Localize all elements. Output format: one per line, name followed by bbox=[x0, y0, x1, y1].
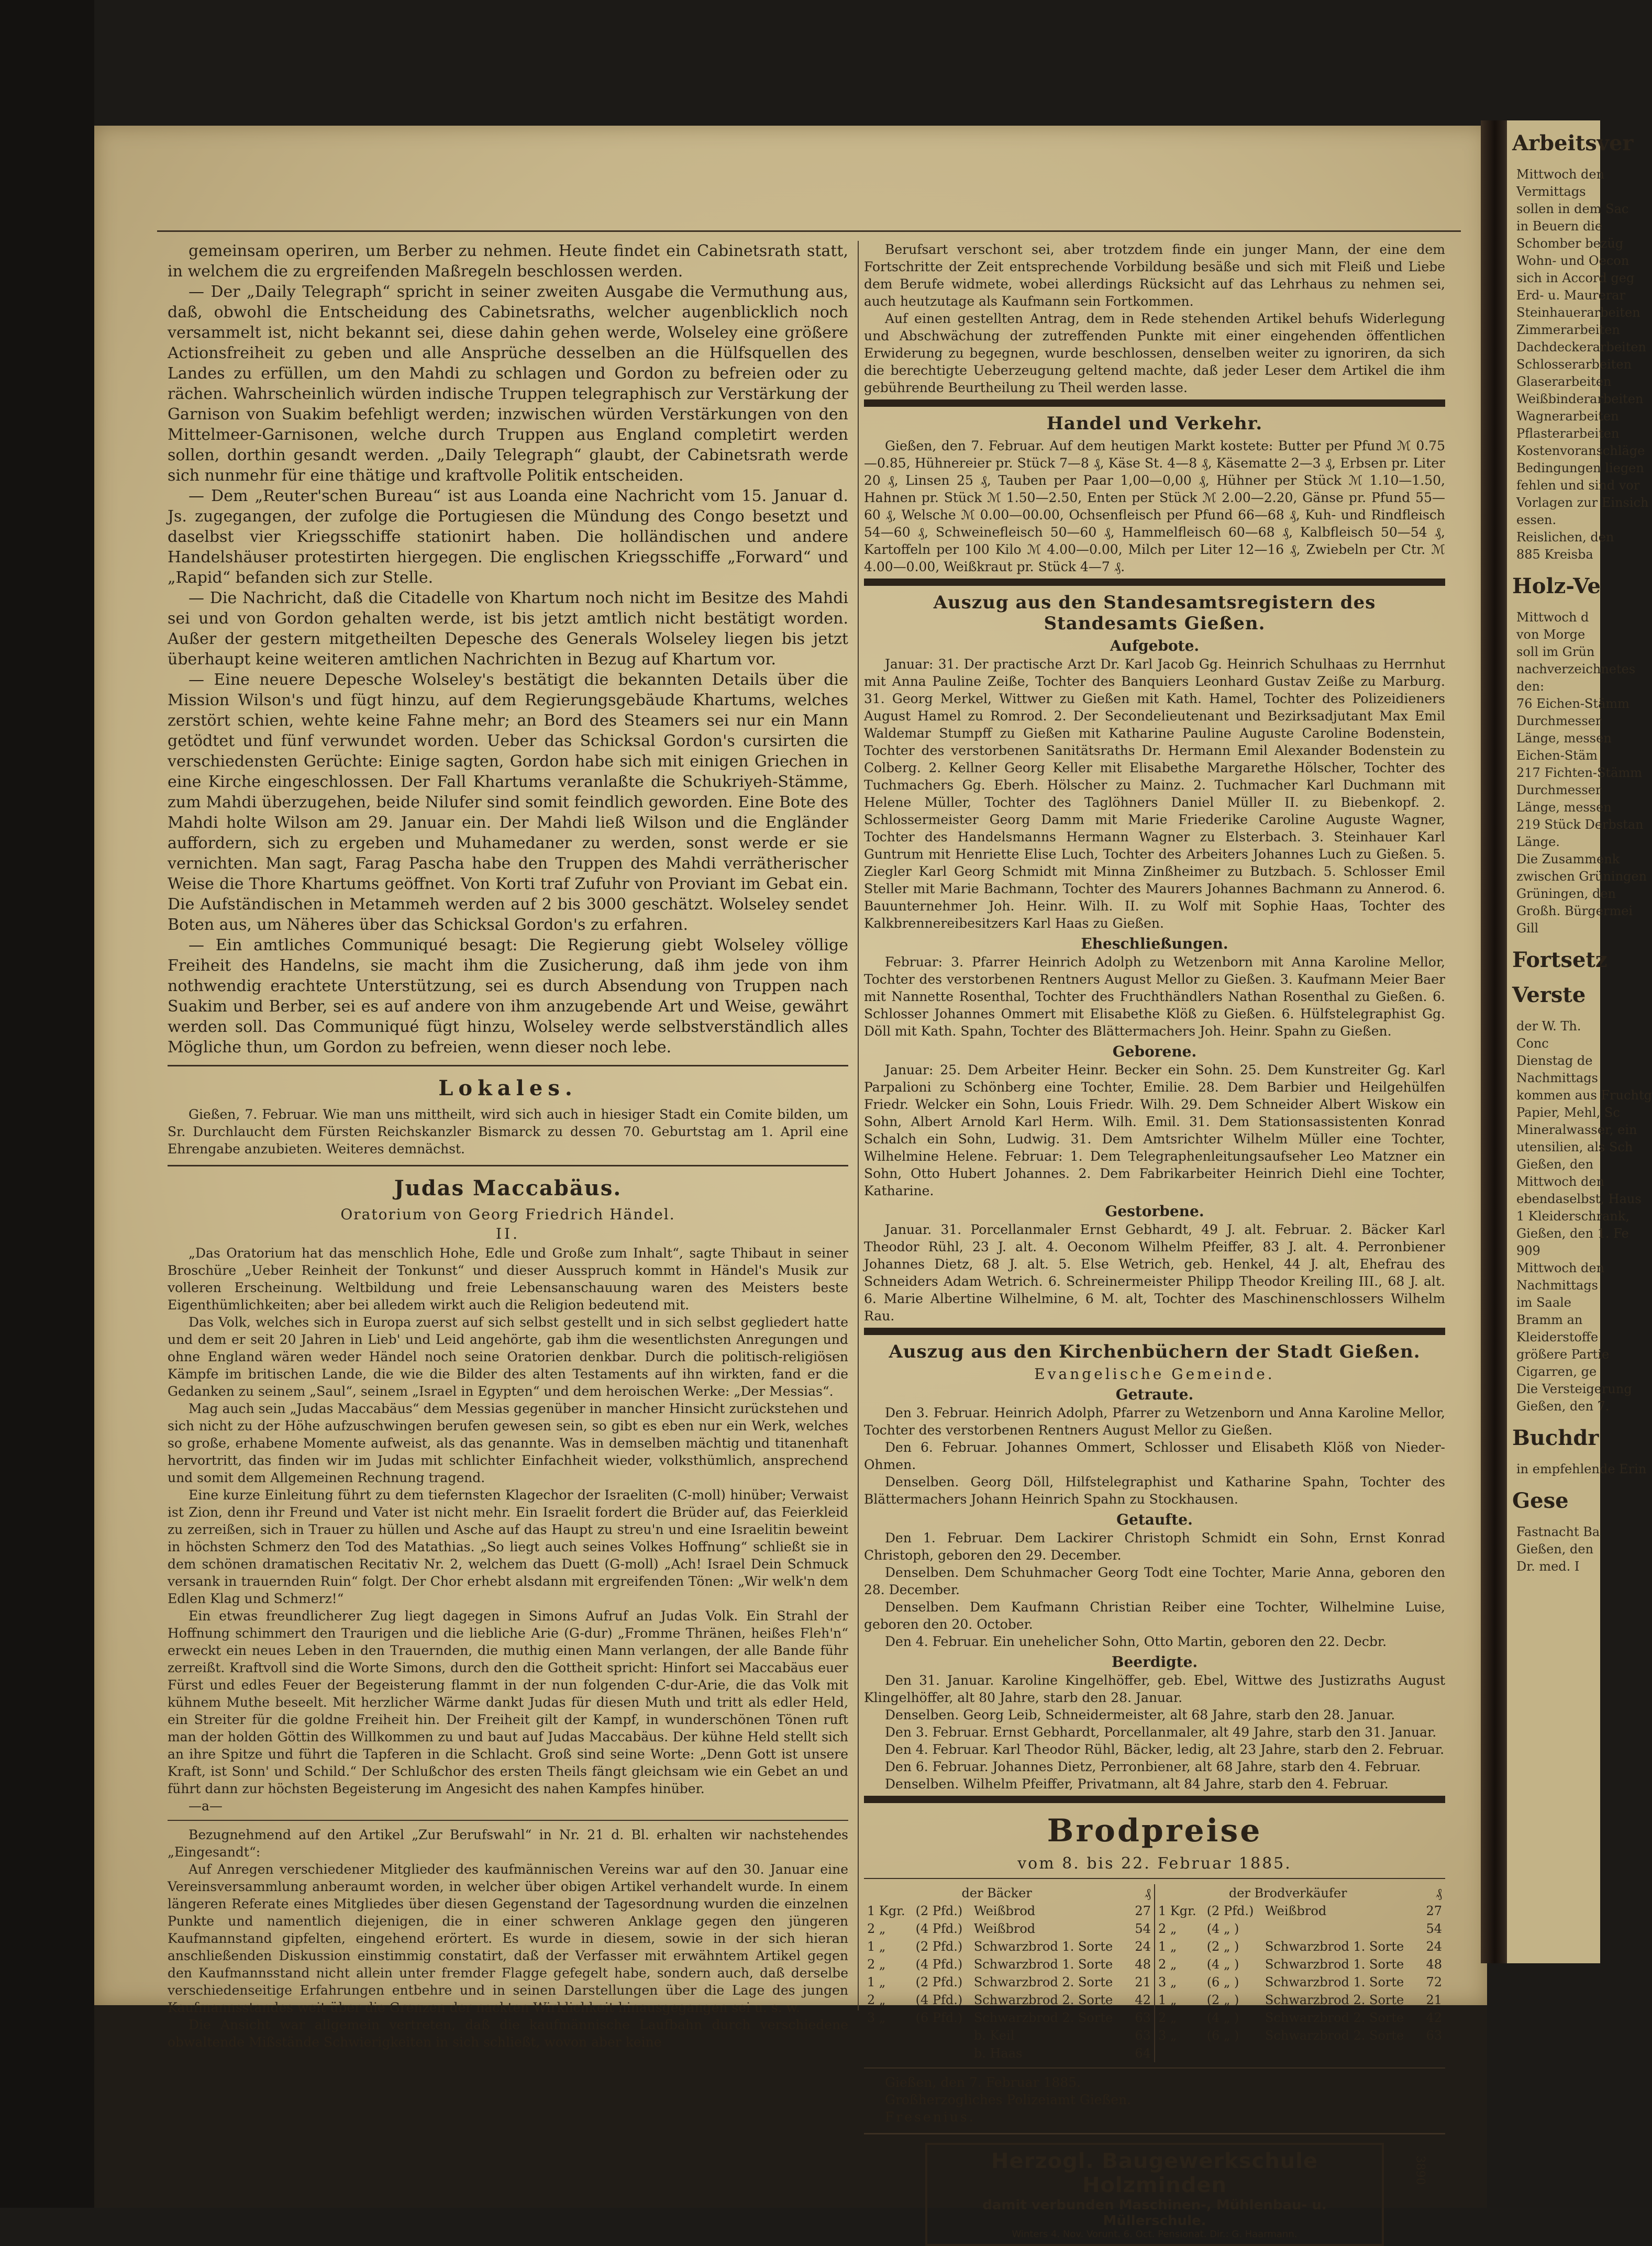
price-cell-right: (4 „ ) bbox=[1206, 1957, 1239, 1972]
adjacent-page-fragment: Pflasterarbeiten bbox=[1516, 426, 1620, 441]
adjacent-page-fragment: von Morge bbox=[1516, 627, 1586, 642]
price-cell-left: (2 Pfd.) bbox=[915, 1904, 963, 1918]
adjacent-page-fragment: Wagnerarbeiten bbox=[1516, 409, 1619, 424]
kirchen-entry: Denselben. Dem Schuhmacher Georg Todt eine Tochter, Marie Anna, geboren den 28. December. bbox=[864, 1565, 1445, 1597]
adjacent-page-fragment: Zimmerarbeiten bbox=[1516, 323, 1620, 337]
adjacent-page-fragment: Schlosserarbeiten bbox=[1516, 357, 1632, 372]
adjacent-page-fragment: Schomber bezüg bbox=[1516, 236, 1624, 251]
adjacent-page-fragment: Länge, messen bbox=[1516, 731, 1612, 746]
judas-paragraph: „Das Oratorium hat das menschlich Hohe, Edle und Große zum Inhalt“, sagte Thibaut in seiner Broschüre „Ueber Reinheit der Tonkunst“ und dieser Ausspruch kommt in Händel's Musik zur volleren Erscheinung. Weltbildung und freie Lebensanschauung waren des Meisters beste Eigenthümlichkeiten; aber bei alledem wirkt auch die Religion bedeutend mit. bbox=[168, 1246, 848, 1313]
news-paragraph: — Eine neuere Depesche Wolseley's bestätigt die bekannten Details über die Mission Wilson's und fügt hinzu, auf dem Regierungsgebäude Khartums, welches zerstört schien, wehte keine Fahne mehr; an Bord des Steamers sei nur ein Mann getödtet und fünf verwundet worden. Ueber das Schicksal Gordon's cursirten die verschiedensten Gerüchte: Einige sagten, Gordon habe sich mit einigen Griechen in eine Kirche eingeschlossen. Der Fall Khartums veranlaßte die Schukriyeh-Stämme, zum Mahdi überzugehen, beide Nilufer sind somit feindlich geworden. Eine Bote des Mahdi holte Wilson am 29. Januar ein. Der Mahdi ließ Wilson und die Engländer auffordern, sich zu ergeben und Muhamedaner zu werden, sonst werde er sie vernichten. Man sagt, Farag Pascha habe den Truppen des Mahdi verrätherischer Weise die Thore Khartums geöffnet. Von Korti traf Zufuhr von Proviant im Gebat ein. Die Aufständischen in Metammeh werden auf 2 bis 3000 geschätzt. Wolseley sendet Boten aus, um Näheres über das Schicksal Gordon's zu erfahren. bbox=[168, 671, 848, 934]
adjacent-page-fragment: Kleiderstoffe bbox=[1516, 1330, 1599, 1344]
price-cell-right: Schwarzbrod 1. Sorte bbox=[1265, 1939, 1404, 1954]
adjacent-page-fragment: ebendaselbst, Haus bbox=[1516, 1192, 1642, 1206]
price-cell-left: 3 „ bbox=[867, 2010, 886, 2025]
adjacent-page-fragment: 217 Fichten-Stämm bbox=[1516, 765, 1642, 780]
price-cell-right: 2 „ bbox=[1155, 1920, 1204, 1938]
kirchen-subtitle: Evangelische Gemeinde. bbox=[1034, 1365, 1275, 1383]
price-cell-left bbox=[913, 2027, 971, 2044]
kirchen-entry: Den 6. Februar. Johannes Ommert, Schlosser und Elisabeth Klöß von Nieder-Ohmen. bbox=[864, 1440, 1445, 1472]
price-cell-right bbox=[1204, 2044, 1262, 2062]
header-rule bbox=[157, 230, 1461, 232]
price-cell-right: 3 „ bbox=[1155, 1973, 1204, 1991]
price-cell-right: (6 „ ) bbox=[1206, 1975, 1239, 1989]
adjacent-page-fragment: Dr. med. I bbox=[1516, 1559, 1580, 1574]
standesamt-section-heading: Eheschließungen. bbox=[1081, 935, 1228, 952]
kirchen-entry: Denselben. Georg Leib, Schneidermeister, alt 68 Jahre, starb den 28. Januar. bbox=[885, 1707, 1395, 1722]
section-bar bbox=[864, 579, 1445, 586]
adjacent-page-fragment: Länge. bbox=[1516, 835, 1560, 849]
kirchen-entry: Den 4. Februar. Ein unehelicher Sohn, Otto Martin, geboren den 22. Decbr. bbox=[885, 1634, 1387, 1649]
berufswahl-paragraphs bbox=[168, 1861, 848, 2051]
column-rule bbox=[858, 241, 859, 2010]
price-cell-left: 21 bbox=[1135, 1975, 1151, 1989]
news-paragraph: — Ein amtliches Communiqué besagt: Die Regierung giebt Wolseley völlige Freiheit des Handelns, sie macht ihm die Zusicherung, daß ihm jede von ihm nothwendig erachtete Unterstützung, sei es durch Absendung von Truppen nach Suakim und Berber, sei es auf andere von ihm anzugebende Art und Weise, gewährt werden soll. Das Communiqué fügt hinzu, Wolseley werde selbstverständlich alles Mögliche thun, um Gordon zu befreien, wenn dieser noch lebe. bbox=[168, 936, 848, 1057]
unit-header-left: ₰ bbox=[1144, 1886, 1151, 1900]
adjacent-page-fragment: essen. bbox=[1516, 513, 1557, 527]
adjacent-page-fragment: nachverzeichnetes bbox=[1516, 662, 1636, 676]
price-cell-left: Weißbrod bbox=[973, 1921, 1036, 1936]
section-bar bbox=[864, 1328, 1445, 1335]
price-cell-left: Weißbrod bbox=[973, 1904, 1036, 1918]
adjacent-page-fragment: 76 Eichen-Stämm bbox=[1516, 696, 1629, 711]
judas-part: II. bbox=[495, 1225, 520, 1242]
adjacent-page-fragment: Gießen, den bbox=[1516, 1157, 1594, 1172]
price-cell-right: 1 „ bbox=[1155, 1938, 1204, 1955]
price-cell-left: b. Haas bbox=[973, 2046, 1023, 2061]
price-cell-right: 72 bbox=[1426, 1975, 1442, 1989]
continuation-paragraph: Auf einen gestellten Antrag, dem in Rede stehenden Artikel behufs Widerlegung und Abschwächung der zutreffenden Punkte mit einer eingehenden öffentlichen Erwiderung zu begegnen, wurde beschlossen, denselben weiter zu ignoriren, da sich die berechtigte Ueberzeugung geltend machte, daß jeder Leser dem Artikel die ihm gebührende Beurtheilung zu Theil werden lasse. bbox=[864, 311, 1445, 395]
news-paragraph: gemeinsam operiren, um Berber zu nehmen. Heute findet ein Cabinetsrath statt, in welchem die zu ergreifenden Maßregeln beschlossen werden. bbox=[168, 242, 848, 281]
adjacent-page-fragment: Durchmesser bbox=[1516, 714, 1602, 728]
standesamt-section-heading: Gestorbene. bbox=[1105, 1203, 1204, 1220]
adjacent-page-fragment: in empfehlende Erin bbox=[1516, 1462, 1647, 1476]
section-rule bbox=[864, 2133, 1445, 2134]
news-paragraphs bbox=[168, 241, 848, 1058]
kirchen-entry: Den 3. Februar. Ernst Gebhardt, Porcellanmaler, alt 49 Jahre, starb den 31. Januar. bbox=[885, 1725, 1437, 1740]
adjacent-page-fragment: Arbeitsver bbox=[1512, 131, 1634, 155]
adjacent-page-fragment: Eichen-Stäm bbox=[1516, 748, 1598, 763]
adjacent-page-fragment: Fastnacht Ba bbox=[1516, 1525, 1600, 1539]
price-cell-right: (4 „ ) bbox=[1206, 1921, 1239, 1936]
price-cell-left bbox=[864, 2027, 913, 2044]
adjacent-page-fragment: Wohn- und Oecon bbox=[1516, 253, 1629, 268]
adjacent-page-fragment: Papier, Mehl, Sc bbox=[1516, 1105, 1620, 1120]
price-cell-left: (2 Pfd.) bbox=[915, 1939, 963, 1954]
price-cell-right bbox=[1262, 1920, 1421, 1938]
standesamt-section-text: Januar: 31. Der practische Arzt Dr. Karl Jacob Gg. Heinrich Schulhaas zu Herrnhut mit Anna Pauline Zeiße, Tochter des Banquiers Leonhard Gustav Zeiße zu Marburg. 31. Georg Merkel, Wittwer zu Gießen mit Kath. Hamel, Tochter des Polizeidieners August Hamel zu Romrod. 2. Der Secondelieutenant und Bezirksadjutant Max Emil Waldemar Stumpff zu Gießen mit Katharine Pauline Auguste Caroline Bodenstein, Tochter des verstorbenen Sanitätsraths Dr. Hermann Emil Alexander Bodenstein zu Colberg. 2. Kellner Georg Keller mit Elisabethe Margarethe Hölscher, Tochter des Tuchmachers Gg. Eberh. Hölscher zu Mainz. 2. Tuchmacher Karl Duchmann mit Helene Müller, Tochter des Taglöhners Daniel Müller II. zu Biebenkopf. 2. Schlossermeister Georg Damm mit Marie Friederike Caroline Auguste Wagner, Tochter des Handelsmanns Hermann Wagner zu Elsterbach. 3. Steinhauer Karl Guntrum mit Henriette Elise Luch, Tochter des Arbeiters Johannes Luch zu Gießen. 5. Ziegler Karl Georg Schmidt mit Minna Zinßheimer zu Butzbach. 5. Schlosser Emil Steller mit Marie Bachmann, Tochter des Maurers Johannes Bachmann zu Annerod. 6. Bauunternehmer Joh. Heinr. Wilh. II. zu Wolf mit Sophie Haas, Tochter des Kalkbrennereibesitzers Karl Haas zu Gießen. bbox=[864, 657, 1445, 931]
kirchen-entry: Denselben. Wilhelm Pfeiffer, Privatmann, alt 84 Jahre, starb den 4. Februar. bbox=[885, 1776, 1389, 1792]
adjacent-page-fragment: Bedingungen liegen bbox=[1516, 461, 1644, 475]
adjacent-page bbox=[1507, 120, 1652, 1963]
adjacent-page-fragment: Holz-Ve bbox=[1512, 574, 1601, 598]
adjacent-page-fragment: Gießen, den 1. Fe bbox=[1516, 1226, 1629, 1241]
adjacent-page-fragment: Bramm an bbox=[1516, 1313, 1583, 1327]
price-cell-left: Schwarzbrod 1. Sorte bbox=[973, 1957, 1113, 1972]
price-cell-right: 48 bbox=[1426, 1957, 1442, 1972]
adjacent-page-fragment: Conc bbox=[1516, 1036, 1549, 1051]
ad-details: Winters 4. Nov. Vorunt. 6. Oct. Pensionat. Dir.: G. Haarmann. bbox=[1012, 2229, 1298, 2240]
adjacent-page-fragment: fehlen und sind vor bbox=[1516, 478, 1640, 493]
price-cell-left: 1 „ bbox=[867, 1939, 886, 1954]
price-cell-left: b. Keil bbox=[973, 2028, 1015, 2043]
adjacent-page-fragment: 909 bbox=[1516, 1243, 1540, 1258]
price-cell-right bbox=[1421, 2044, 1445, 2062]
adjacent-page-fragment: Gese bbox=[1512, 1488, 1569, 1513]
adjacent-page-fragment: Vorlagen zur Einsich bbox=[1516, 495, 1649, 510]
price-cell-right: Schwarzbrod 2. Sorte bbox=[1265, 2010, 1404, 2025]
kirchen-title: Auszug aus den Kirchenbüchern der Stadt Gießen. bbox=[889, 1341, 1421, 1362]
brodpreise-signature: Fresenius. bbox=[885, 2109, 975, 2125]
standesamt-section-heading: Aufgebote. bbox=[1110, 637, 1200, 654]
adjacent-page-fragment: Länge, messen bbox=[1516, 800, 1612, 815]
price-cell-left: 24 bbox=[1135, 1939, 1151, 1954]
handel-text: Gießen, den 7. Februar. Auf dem heutigen Markt kostete: Butter per Pfund ℳ 0.75—0.85, Hühnereier pr. Stück 7—8 ₰, Käse St. 4—8 ₰, Käsematte 2—3 ₰, Erbsen pr. Liter 20 ₰, Linsen 25 ₰, Tauben per Paar 1,00—0,00 ₰, Hühner per Stück ℳ 1.10—1.50, Hahnen pr. Stück ℳ 1.50—2.50, Enten per Stück ℳ 2.00—2.20, Gänse pr. Pfund 55—60 ₰, Welsche ℳ 0.00—00.00, Ochsenfleisch per Pfund 66—68 ₰, Kuh- und Rindfleisch 54—60 ₰, Schweinefleisch 50—60 ₰, Hammelfleisch 60—68 ₰, Kalbfleisch 50—54 ₰, Kartoffeln per 100 Kilo ℳ 4.00—0.00, Milch per Liter 12—16 ₰, Zwiebeln per Ctr. ℳ 4.00—0.00, Weißkraut pr. Stück 4—7 ₰. bbox=[864, 438, 1445, 574]
adjacent-page-fragment: 1 Kleiderschrank, bbox=[1516, 1209, 1630, 1224]
scan-background bbox=[0, 0, 94, 2208]
adjacent-page-fragment: Kostenvoranschläge bbox=[1516, 443, 1645, 458]
adjacent-page-fragment: in Beuern die bbox=[1516, 219, 1603, 234]
price-cell-right bbox=[1155, 2044, 1204, 2062]
price-cell-left: 2 „ bbox=[867, 1993, 886, 2007]
continuation-paragraphs bbox=[864, 241, 1445, 396]
adjacent-page-fragment: Dachdeckerarbeiten bbox=[1516, 340, 1647, 354]
lokales-text: Gießen, 7. Februar. Wie man uns mittheilt, wird sich auch in hiesiger Stadt ein Comite bilden, um Sr. Durchlaucht dem Fürsten Reichskanzler Bismarck zu dessen 70. Geburtstag am 1. April eine Ehrengabe anzubieten. Weiteres demnächst. bbox=[168, 1107, 848, 1157]
adjacent-page-fragment: Gießen, den 7. bbox=[1516, 1399, 1610, 1414]
news-paragraph: — Der „Daily Telegraph“ spricht in seiner zweiten Ausgabe die Vermuthung aus, daß, obwohl die Entscheidung des Cabinetsraths, welcher augenblicklich noch versammelt ist, nicht bekannt sei, diese dahin gehen werde, Wolseley eine größere Actionsfreiheit zu geben und alle Ansprüche desselben an die Hülfsquellen des Landes zu erfüllen, um den Mahdi zu schlagen und Gordon zu befreien oder zu rächen. Wahrscheinlich würden indische Truppen telegraphisch zur Verstärkung der Garnison von Suakim befehligt werden; inzwischen würden Verstärkungen von den Mittelmeer-Garnisonen, welche durch Truppen aus England completirt werden sollen, dorthin gesandt werden. „Daily Telegraph“ glaubt, der Cabinetsrath werde sich nunmehr für eine thätige und kraftvolle Politik entscheiden. bbox=[168, 283, 848, 485]
price-cell-left: 54 bbox=[1135, 1921, 1151, 1936]
adjacent-page-fragment: zwischen Grüningen bbox=[1516, 869, 1647, 884]
price-cell-left: (6 Pfd.) bbox=[915, 2010, 963, 2025]
adjacent-page-fragment: Mittwoch den bbox=[1516, 167, 1605, 182]
adjacent-page-fragment: Gießen, den bbox=[1516, 1542, 1594, 1556]
price-row bbox=[864, 1973, 1445, 1991]
price-cell-right: 63 bbox=[1426, 2028, 1442, 2043]
price-cell-right: 1 „ bbox=[1155, 1991, 1204, 2009]
kirchen-entry: Den 1. Februar. Dem Lackirer Christoph Schmidt ein Sohn, Ernst Konrad Christoph, geboren den 29. December. bbox=[864, 1530, 1445, 1563]
section-bar bbox=[864, 1796, 1445, 1803]
adjacent-page-fragment: Mittwoch den bbox=[1516, 1174, 1605, 1189]
col-header-seller: der Brodverkäufer bbox=[1155, 1884, 1421, 1902]
kirchen-entry: Den 31. Januar. Karoline Kingelhöffer, geb. Ebel, Wittwe des Justizraths August Klingelhöffer, alt 80 Jahre, starb den 28. Januar. bbox=[864, 1673, 1445, 1705]
price-cell-right: 42 bbox=[1426, 2010, 1442, 2025]
standesamt-title: Auszug aus den Standesamtsregistern des Standesamts Gießen. bbox=[933, 592, 1376, 634]
price-cell-left: 42 bbox=[1135, 1993, 1151, 2007]
price-cell-left: Schwarzbrod 2. Sorte bbox=[973, 2010, 1113, 2025]
price-cell-left bbox=[864, 2044, 913, 2062]
price-cell-left: 2 „ bbox=[867, 1921, 886, 1936]
price-cell-left: Schwarzbrod 1. Sorte bbox=[973, 1939, 1113, 1954]
price-cell-left: 63 bbox=[1135, 2010, 1151, 2025]
standesamt-section-heading: Geborene. bbox=[1112, 1043, 1197, 1060]
price-row bbox=[864, 2027, 1445, 2044]
adjacent-page-fragment: Mittwoch d bbox=[1516, 610, 1589, 625]
price-cell-left bbox=[913, 2044, 971, 2062]
table-rule bbox=[864, 2067, 1445, 2069]
lokales-title: Lokales. bbox=[438, 1076, 578, 1100]
judas-subtitle: Oratorium von Georg Friedrich Händel. bbox=[340, 1206, 675, 1223]
adjacent-page-fragment: Gill bbox=[1516, 921, 1539, 936]
price-row bbox=[864, 1991, 1445, 2009]
price-cell-right: (2 Pfd.) bbox=[1206, 1904, 1254, 1918]
adjacent-page-fragment: Nachmittags bbox=[1516, 1278, 1598, 1293]
price-cell-left: 48 bbox=[1135, 1957, 1151, 1972]
judas-paragraph: Das Volk, welches sich in Europa zuerst auf sich selbst gestellt und in sich selbst gegliedert hatte und dem er seit 20 Jahren in Lieb' und Leid angehörte, gab ihm die wesentlichsten Anregungen und ohne England wären weder Händel noch seine Oratorien denkbar. Durch die politisch-religiösen Kämpfe im britischen Lande, die wie die Bilder des alten Testaments auf ihn wirkten, fand er die Gedanken zu seinem „Saul“, seinem „Israel in Egypten“ und dem heroischen Werke: „Der Messias“. bbox=[168, 1315, 848, 1399]
price-cell-right: 1 Kgr. bbox=[1155, 1902, 1204, 1920]
adjacent-page-fragment: Nachmittags bbox=[1516, 1071, 1598, 1085]
school-advertisement bbox=[925, 2143, 1384, 2246]
adjacent-page-fragment: Buchdr bbox=[1512, 1426, 1599, 1450]
section-bar bbox=[864, 399, 1445, 407]
kirchen-entry: Denselben. Georg Döll, Hilfstelegraphist und Katharine Spahn, Tochter des Blättermachers Johann Heinrich Spahn zu Stockhausen. bbox=[864, 1474, 1445, 1507]
ad-number: 3890 bbox=[1413, 2155, 1427, 2185]
ad-title: Herzogl. Baugewerkschule Holzminden bbox=[991, 2149, 1318, 2197]
adjacent-page-fragment: Großh. Bürgermei bbox=[1516, 904, 1633, 918]
col-header-baker: der Bäcker bbox=[961, 1886, 1032, 1900]
adjacent-page-fragment: 885 Kreisba bbox=[1516, 547, 1593, 562]
adjacent-page-fragment: im Saale bbox=[1516, 1295, 1571, 1310]
price-cell-left: 2 „ bbox=[867, 1957, 886, 1972]
price-cell-right bbox=[1262, 2044, 1421, 2062]
price-cell-left: 64 bbox=[1135, 2046, 1151, 2061]
adjacent-page-fragment: Die Zusammenk bbox=[1516, 852, 1620, 866]
adjacent-page-fragment: Dienstag de bbox=[1516, 1053, 1593, 1068]
price-cell-right: (2 „ ) bbox=[1206, 1993, 1239, 2007]
section-rule bbox=[168, 1165, 848, 1166]
brodpreise-title: Brodpreise bbox=[1047, 1813, 1262, 1849]
kirchen-entry: Denselben. Dem Kaufmann Christian Reiber eine Tochter, Wilhelmine Luise, geboren den 20. October. bbox=[864, 1599, 1445, 1632]
adjacent-page-fragment: utensilien, als Sch bbox=[1516, 1140, 1633, 1154]
judas-paragraph: Eine kurze Einleitung führt zu dem tiefernsten Klagechor der Israeliten (C-moll) hinüber; Verwaist ist Zion, denn ihr Freund und Vater ist nicht mehr. Ein Israelit fordert die Brüder auf, das Feierkleid zu zerreißen, sich in Trauer zu hüllen und Asche auf das Haupt zu streu'n und eine Israelitin beweint in höchsten Schmerz den Tod des Matathias. „So liegt auch seines Volkes Hoffnung“ schließt sie in dem schönen dramatischen Recitativ Nr. 2, welchem das Duett (G-moll) „Ach! Israel Dein Schmuck versank in trauernden Ruin“ folgt. Der Chor erhebt alsdann mit ergreifenden Tönen: „Wir welk'n dem Edlen Klag und Schmerz!“ bbox=[168, 1487, 848, 1606]
standesamt-section-text: Januar: 25. Dem Arbeiter Heinr. Becker ein Sohn. 25. Dem Kunstreiter Gg. Karl Parpalioni zu Schönberg eine Tochter, Emilie. 28. Dem Barbier und Heilgehülfen Friedr. Welcker ein Sohn, Louis Friedr. Wilh. 29. Dem Schneider Albert Wiskow ein Sohn, Albert Arnold Karl Herm. Wilh. Emil. 31. Dem Stationsassistenten Konrad Schalch ein Sohn, Ludwig. 31. Dem Amtsrichter Wilhelm Müller eine Tochter, Wilhelmine Helene. Februar: 1. Dem Telegraphenleitungsaufseher Leo Matzner ein Sohn, Otto Hubert Johannes. 2. Dem Fabrikarbeiter Heinrich Diehl eine Tochter, Katharine. bbox=[864, 1062, 1445, 1198]
price-cell-right: 21 bbox=[1426, 1993, 1442, 2007]
adjacent-page-fragment: Reislichen, den bbox=[1516, 530, 1614, 544]
price-cell-right: 54 bbox=[1426, 1921, 1442, 1936]
kirchen-entry: Den 6. Februar. Johannes Dietz, Perronbiener, alt 68 Jahre, starb den 4. Februar. bbox=[885, 1759, 1421, 1774]
price-cell-left: (4 Pfd.) bbox=[915, 1921, 963, 1936]
adjacent-page-fragment: 219 Stück Derbstan bbox=[1516, 817, 1644, 832]
standesamt-sections bbox=[864, 637, 1445, 1325]
price-cell-right: 2 „ bbox=[1155, 2009, 1204, 2027]
price-cell-right: 27 bbox=[1426, 1904, 1442, 1918]
adjacent-page-fragment: größere Partie bbox=[1516, 1347, 1610, 1362]
berufswahl-paragraph: Auf Anregen verschiedener Mitglieder des kaufmännischen Vereins war auf den 30. Januar eine Vereinsversammlung anberaumt worden, in welcher über obigen Artikel verhandelt wurde. In einem längeren Referate eines Mitgliedes über diesen Gegenstand der Tagesordnung wurden die einzelnen Punkte und namentlich diejenigen, die in einer schweren Anklage gegen den jüngeren Kaufmannstand gipfelten, eingehend erörtert. Es wurde in diesem, sowie in der sich hieran anschließenden Diskussion einstimmig constatirt, daß der Verfasser mit erwähntem Artikel gegen den Kaufmannsstand nicht allein unter fremder Flagge gefegelt habe, sondern auch, daß derselbe verschiedenseitige Erfahrungen entbehre und in seinen Darstellungen über die Lage des jungen Kaufmannsstandes weit über die Grenzen der nackten Wirklichkeit hinausgegangen sei u. s. w. bbox=[168, 1862, 848, 2015]
price-cell-left: (4 Pfd.) bbox=[915, 1957, 963, 1972]
price-cell-left: 1 Kgr. bbox=[867, 1904, 905, 1918]
brodpreise-place-date: Gießen, den 7. Februar 1885. bbox=[885, 2075, 1081, 2090]
price-cell-right: (6 „ ) bbox=[1206, 2028, 1239, 2043]
ad-subtitle: damit verbunden Maschinen-, Mühlenbau- u. Müllerschule. bbox=[982, 2197, 1327, 2229]
adjacent-page-fragment: Cigarren, ge bbox=[1516, 1364, 1597, 1379]
bread-price-table bbox=[864, 1884, 1445, 2062]
adjacent-page-fragment: Verste bbox=[1512, 983, 1586, 1007]
brodpreise-authority: Großherzogliches Polizeiamt Gießen. bbox=[885, 2092, 1132, 2107]
adjacent-page-fragment: sich in Accord geg bbox=[1516, 271, 1635, 285]
adjacent-page-fragment: Glaserarbeiten bbox=[1516, 374, 1612, 389]
kirchen-section-heading: Getaufte. bbox=[1116, 1511, 1193, 1528]
kirchen-section-heading: Getraute. bbox=[1115, 1386, 1194, 1403]
standesamt-section-text: Januar. 31. Porcellanmaler Ernst Gebhardt, 49 J. alt. Februar. 2. Bäcker Karl Theodor Rühl, 23 J. alt. 4. Oeconom Wilhelm Pfeiffer, 83 J. alt. 4. Perronbiener Johannes Dietz, 68 J. alt. 5. Else Wetrich, geb. Henkel, 44 J. alt, Ehefrau des Schneiders Adam Wetrich. 6. Schreinermeister Philipp Theodor Kreiling III., 68 J. alt. 6. Marie Albertine Wilhelmine, 6 M. alt, Tochter des Maschinenschlossers Wilhelm Rau. bbox=[864, 1222, 1445, 1324]
adjacent-page-fragment: soll im Grün bbox=[1516, 644, 1595, 659]
berufswahl-paragraph: Die Ansicht war allgemein vertreten, daß die kaufmännische Laufbahn durch verschiedene obwaltende Mißstände Schwierigkeiten in sich schließt, wovon aber keine bbox=[168, 2017, 848, 2050]
price-cell-left: Schwarzbrod 2. Sorte bbox=[973, 1975, 1113, 1989]
judas-paragraph: Ein etwas freundlicherer Zug liegt dagegen in Simons Aufruf an Judas Volk. Ein Strahl der Hoffnung schimmert den Traurigen und die liebliche Arie (G-dur) „Fromme Thränen, heißes Fleh'n“ erweckt ein neues Leben in den Trauernden, die muthig einen Mann verlangen, der alle Bande führ zerreißt. Kraftvoll sind die Worte Simons, durch den die Gottheit spricht: Hinfort sei Maccabäus euer Fürst und edles Feuer der Begeisterung flammt in der nun folgenden C-dur-Arie, die das Volk mit kühnem Muthe beseelt. Mit herzlicher Wärme dankt Judas für diesen Muth und tritt als edler Held, ein Streiter für die goldne Freiheit hin. Der Freiheit gilt der Kampf, in wunderschönen Tönen ruft man der holden Göttin des Willkommen zu und baut auf Judas Maccabäus. Der kühne Held stellt sich an ihre Spitze und führt die Tapferen in die Schlacht. Groß sind seine Worte: „Denn Gott ist unsere Kraft, ist Sonn' und Schild.“ Der Schlußchor des ersten Theils fängt gleichsam wie ein Gebet an und führt dann zur höchsten Begeisterung im Angesicht des nahen Kampfes hinüber. bbox=[168, 1608, 848, 1796]
kirchen-entry: Den 3. Februar. Heinrich Adolph, Pfarrer zu Wetzenborn und Anna Karoline Mellor, Tochter des verstorbenen Rentners August Mellor zu Gießen. bbox=[864, 1405, 1445, 1438]
adjacent-page-fragment: kommen aus Fruchtg bbox=[1516, 1088, 1652, 1103]
unit-header-right: ₰ bbox=[1436, 1886, 1442, 1900]
adjacent-page-fragment: Mineralwasser, ein bbox=[1516, 1122, 1637, 1137]
price-cell-left: (4 Pfd.) bbox=[915, 1993, 963, 2007]
continuation-paragraph: Berufsart verschont sei, aber trotzdem finde ein junger Mann, der eine dem Fortschritte der Zeit entsprechende Vorbildung besäße und sich mit Fleiß und Liebe dem Berufe widmete, wobei allerdings Rücksicht auf das Lehrhaus zu nehmen sei, auch heutzutage als Kaufmann sein Fortkommen. bbox=[864, 242, 1445, 309]
adjacent-page-fragment: Vermittags bbox=[1516, 184, 1586, 199]
judas-paragraphs bbox=[168, 1244, 848, 1797]
price-cell-left: 1 „ bbox=[867, 1975, 886, 1989]
price-row bbox=[864, 2044, 1445, 2062]
adjacent-page-fragment: Grüningen, den bbox=[1516, 886, 1616, 901]
price-cell-right: 24 bbox=[1426, 1939, 1442, 1954]
section-rule bbox=[168, 1820, 848, 1821]
price-cell-left: (2 Pfd.) bbox=[915, 1975, 963, 1989]
adjacent-page-fragment: den: bbox=[1516, 679, 1545, 694]
kirchen-entry: Den 4. Februar. Karl Theodor Rühl, Bäcker, ledig, alt 23 Jahre, starb den 2. Februar. bbox=[885, 1742, 1445, 1757]
price-cell-right: Weißbrod bbox=[1265, 1904, 1327, 1918]
kirchen-sections bbox=[864, 1386, 1445, 1793]
adjacent-page-fragment: sollen in dem Sac bbox=[1516, 202, 1629, 216]
price-cell-right: 3 „ bbox=[1155, 2027, 1204, 2044]
price-cell-right: Schwarzbrod 2. Sorte bbox=[1265, 1993, 1404, 2007]
price-cell-right: Schwarzbrod 1. Sorte bbox=[1265, 1975, 1404, 1989]
price-cell-right: (2 „ ) bbox=[1206, 1939, 1239, 1954]
price-row bbox=[864, 2009, 1445, 2027]
adjacent-page-text bbox=[1507, 131, 1652, 1575]
news-paragraph: — Die Nachricht, daß die Citadelle von Khartum noch nicht im Besitze des Mahdi sei und von Gordon gehalten werde, ist bis jetzt amtlich nicht bestätigt worden. Außer der gestern mitgetheilten Depesche des Generals Wolseley liegen bis jetzt überhaupt keine weiteren amtlichen Nachrichten in Bezug auf Khartum vor. bbox=[168, 589, 848, 669]
adjacent-page-fragment: Weißbinderarbeiten bbox=[1516, 392, 1644, 406]
brodpreise-period: vom 8. bis 22. Februar 1885. bbox=[1017, 1854, 1292, 1873]
kirchen-section-heading: Beerdigte. bbox=[1111, 1653, 1198, 1671]
price-cell-right: 2 „ bbox=[1155, 1955, 1204, 1973]
price-cell-left: 63 bbox=[1135, 2028, 1151, 2043]
berufswahl-intro: Bezugnehmend auf den Artikel „Zur Berufswahl“ in Nr. 21 d. Bl. erhalten wir nachstehendes „Eingesandt“: bbox=[168, 1827, 848, 1860]
adjacent-page-fragment: Durchmesser bbox=[1516, 783, 1602, 797]
handel-title: Handel und Verkehr. bbox=[1046, 413, 1263, 434]
price-row bbox=[864, 1955, 1445, 1973]
price-cell-left: Schwarzbrod 2. Sorte bbox=[973, 1993, 1113, 2007]
table-rule bbox=[864, 1878, 1445, 1879]
section-rule bbox=[168, 1065, 848, 1066]
adjacent-page-fragment: Erd- u. Maurerar bbox=[1516, 288, 1626, 303]
adjacent-page-fragment: Fortsetz bbox=[1512, 948, 1607, 972]
judas-paragraph: Mag auch sein „Judas Maccabäus“ dem Messias gegenüber in mancher Hinsicht zurückstehen und sich nicht zu der Höhe aufzuschwingen berufen gewesen sein, so gibt es eben nur ein Werk, welches so große, erhabene Momente aufweist, als das genannte. Was in demselben mächtig und titanenhaft hervortritt, das finden wir im Judas mit schlichter Einfachheit wieder, volksthümlich, ansprechend und somit dem Allgemeinen Rechnung tragend. bbox=[168, 1401, 848, 1485]
adjacent-page-fragment: Die Versteigerung bbox=[1516, 1382, 1632, 1396]
price-row bbox=[864, 1938, 1445, 1955]
adjacent-page-fragment: Mittwoch den bbox=[1516, 1261, 1605, 1275]
price-cell-left: 27 bbox=[1135, 1904, 1151, 1918]
judas-signature: —a— bbox=[189, 1798, 223, 1814]
standesamt-section-text: Februar: 3. Pfarrer Heinrich Adolph zu Wetzenborn mit Anna Karoline Mellor, Tochter des verstorbenen Rentners August Mellor zu Gießen. 3. Kaufmann Meier Baer mit Nannette Rosenthal, Tochter des Fruchthändlers Nathan Rosenthal zu Gießen. 6. Schlosser Johannes Ommert mit Elisabethe Klöß zu Gießen. 6. Hülfstelegraphist Gg. Döll mit Kath. Spahn, Tochter des Blättermachers Joh. Heinr. Spahn zu Gießen. bbox=[864, 954, 1445, 1039]
price-cell-right: Schwarzbrod 1. Sorte bbox=[1265, 1957, 1404, 1972]
price-cell-right: Schwarzbrod 2. Sorte bbox=[1265, 2028, 1404, 2043]
left-column bbox=[168, 241, 848, 2051]
adjacent-page-fragment: der W. Th. bbox=[1516, 1019, 1581, 1033]
news-paragraph: — Dem „Reuter'schen Bureau“ ist aus Loanda eine Nachricht vom 15. Januar d. Js. zugegangen, der zufolge die Portugiesen die Mündung des Congo besetzt und daselbst vier Kriegsschiffe stationirt haben. Die holländischen und andere Handelshäuser protestirten hiergegen. Die englischen Kriegsschiffe „Forward“ und „Rapid“ befanden sich zur Stelle. bbox=[168, 487, 848, 587]
price-cell-right: (4 „ ) bbox=[1206, 2010, 1239, 2025]
price-row bbox=[864, 1902, 1445, 1920]
price-row bbox=[864, 1920, 1445, 1938]
right-column bbox=[864, 241, 1445, 2246]
judas-title: Judas Maccabäus. bbox=[394, 1176, 622, 1200]
adjacent-page-fragment: Steinhauerarbeiten bbox=[1516, 305, 1640, 320]
